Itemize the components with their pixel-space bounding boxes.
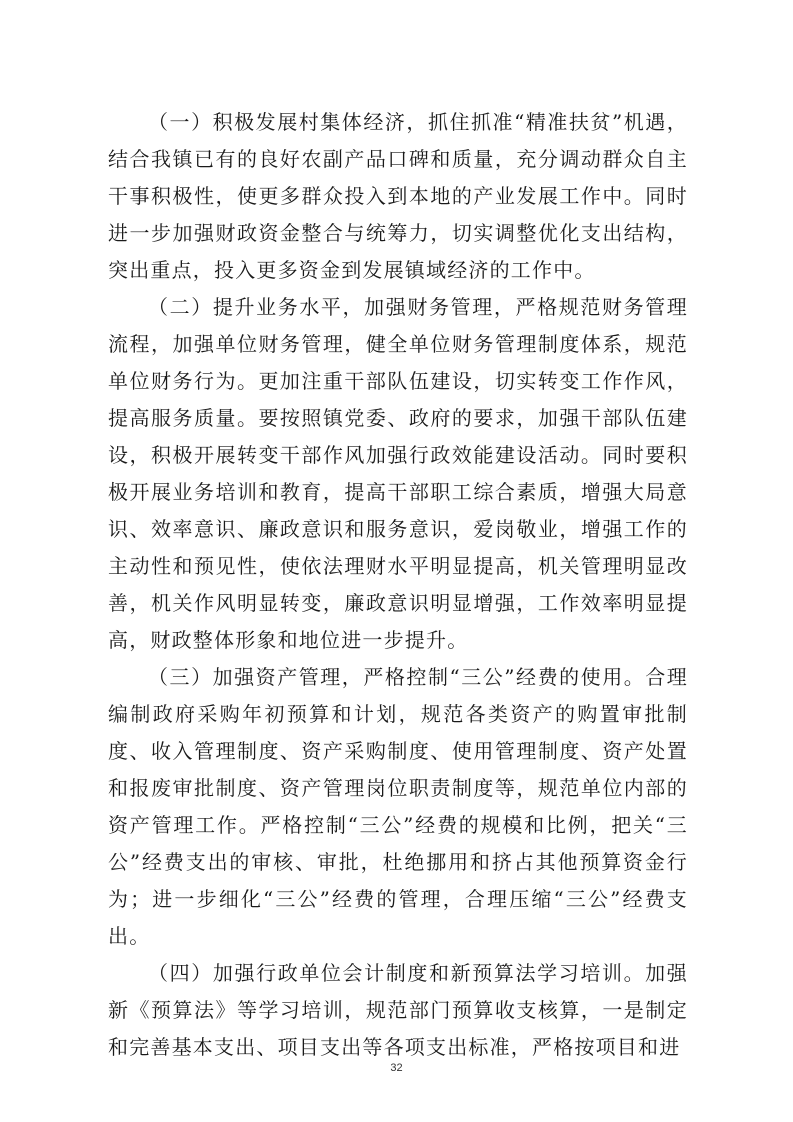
paragraph-4: （四）加强行政单位会计制度和新预算法学习培训。加强新《预算法》等学习培训，规范部门预算收支核算，一是制定和完善基本支出、项目支出等各项支出标准，严格按项目和进: [108, 961, 688, 1059]
paragraph-2: （二）提升业务水平，加强财务管理，严格规范财务管理流程，加强单位财务管理，健全单位财务管理制度体系，规范单位财务行为。更加注重干部队伍建设，切实转变工作作风，提高服务质量。要按照镇党委、政府的要求，加强干部队伍建设，积极开展转变干部作风加强行政效能建设活动。同时要积极开展业务培训和教育，提高干部职工综合素质，增强大局意识、效率意识、廉政意识和服务意识，爱岗敬业，增强工作的主动性和预见性，使依法理财水平明显提高，机关管理明显改善，机关作风明显转变，廉政意识明显增强，工作效率明显提高，财政整体形象和地位进一步提升。: [108, 295, 688, 652]
page-number: 32: [390, 1062, 403, 1074]
document-body: [108, 104, 688, 1066]
paragraph-3: （三）加强资产管理，严格控制“三公”经费的使用。合理编制政府采购年初预算和计划，规范各类资产的购置审批制度、收入管理制度、资产采购制度、使用管理制度、资产处置和报废审批制度、资产管理岗位职责制度等，规范单位内部的资产管理工作。严格控制“三公”经费的规模和比例，把关“三公”经费支出的审核、审批，杜绝挪用和挤占其他预算资金行为；进一步细化“三公”经费的管理，合理压缩“三公”经费支出。: [108, 665, 688, 948]
paragraph-1: （一）积极发展村集体经济，抓住抓准“精准扶贫”机遇，结合我镇已有的良好农副产品口碑和质量，充分调动群众自主干事积极性，使更多群众投入到本地的产业发展工作中。同时进一步加强财政资金整合与统筹力，切实调整优化支出结构，突出重点，投入更多资金到发展镇域经济的工作中。: [108, 110, 688, 282]
